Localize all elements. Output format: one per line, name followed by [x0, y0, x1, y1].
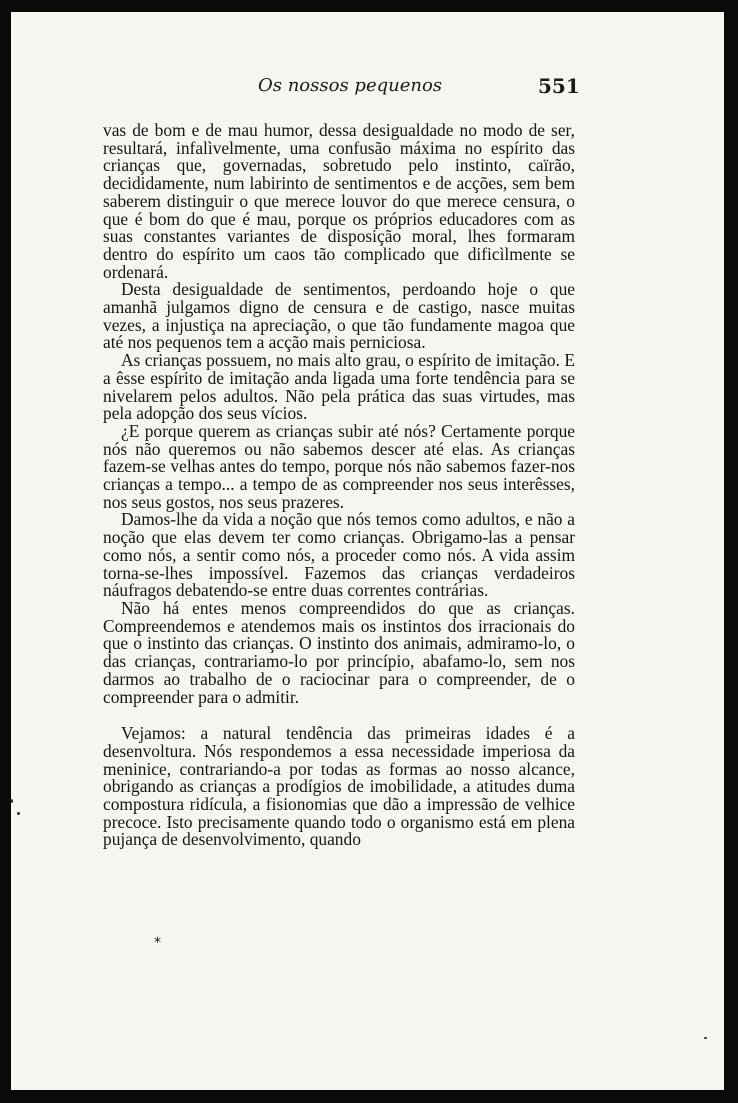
paragraph-2: Desta desigualdade de sentimentos, perdoando hoje o que amanhã julgamos digno de censura e de castigo, nasce muitas vezes, a injustiça na apreciação, o que tão fundamente magoa que até nos pequenos tem a acção mais perniciosa.: [103, 279, 575, 353]
paragraph-1: vas de bom e de mau humor, dessa desigualdade no modo de ser, resultará, infalìvelmente, uma confusão máxima no espírito das crianças que, governadas, sobretudo pelo instinto, caïrão, decididamente, num labirinto de sentimentos e de acções, sem bem saberem distinguir o que merece louvor do que merece censura, o que é bom do que é mau, porque os próprios educadores com as suas constantes variantes de disposição moral, lhes formaram dentro do espírito um caos tão complicado que dificìlmente se ordenará.: [103, 120, 575, 282]
paragraph-3: As crianças possuem, no mais alto grau, o espírito de imitação. E a êsse espírito de imitação anda ligada uma forte tendência para se nivelarem pelos adultos. Não pela prática das suas virtudes, mas pela adopção dos seus vícios.: [103, 350, 575, 424]
paragraph-4: ¿E porque querem as crianças subir até nós? Certamente porque nós não queremos ou não sabemos descer até elas. As crianças fazem-se velhas antes do tempo, porque nós não sabemos fazer-nos crianças a tempo... a tempo de as compreender nos seus interêsses, nos seus gostos, nos seus prazeres.: [103, 420, 575, 512]
book-page: [11, 12, 724, 1090]
running-title: Os nossos pequenos: [258, 75, 443, 96]
paragraph-6: Não há entes menos compreendidos do que as crianças. Compreendemos e atendemos mais os instintos dos irracionais do que o instinto das crianças. O instinto dos animais, admiramo-lo, o das crianças, contrariamo-lo por princípio, abafamo-lo, sem nos darmos ao trabalho de o raciocinar para o compreender, de o compreender para o admitir.: [103, 597, 575, 707]
ink-speck: [17, 812, 20, 815]
paragraph-7: Vejamos: a natural tendência das primeiras idades é a desenvoltura. Nós respondemos a essa necessidade imperiosa da meninice, contrariando-a por todas as formas ao nosso alcance, obrigando as crianças a prodígios de imobilidade, a atitudes duma compostura ridícula, a fisionomias que dão a impressão de velhice precoce. Isto precisamente quando todo o organismo está em plena pujança de desenvolvimento, quando: [103, 723, 575, 850]
ink-speck: [11, 799, 13, 803]
signature-mark: *: [154, 935, 161, 951]
ink-speck: [704, 1037, 707, 1039]
page-number: 551: [538, 74, 580, 98]
page-header: [11, 75, 724, 105]
body-text: [103, 122, 575, 849]
paragraph-5: Damos-lhe da vida a noção que nós temos como adultos, e não a noção que elas devem ter como crianças. Obrigamo-las a pensar como nós, a sentir como nós, a proceder como nós. A vida assim torna-se-lhes impossível. Fazemos das crianças verdadeiros náufragos debatendo-se entre duas correntes contrárias.: [103, 509, 575, 601]
